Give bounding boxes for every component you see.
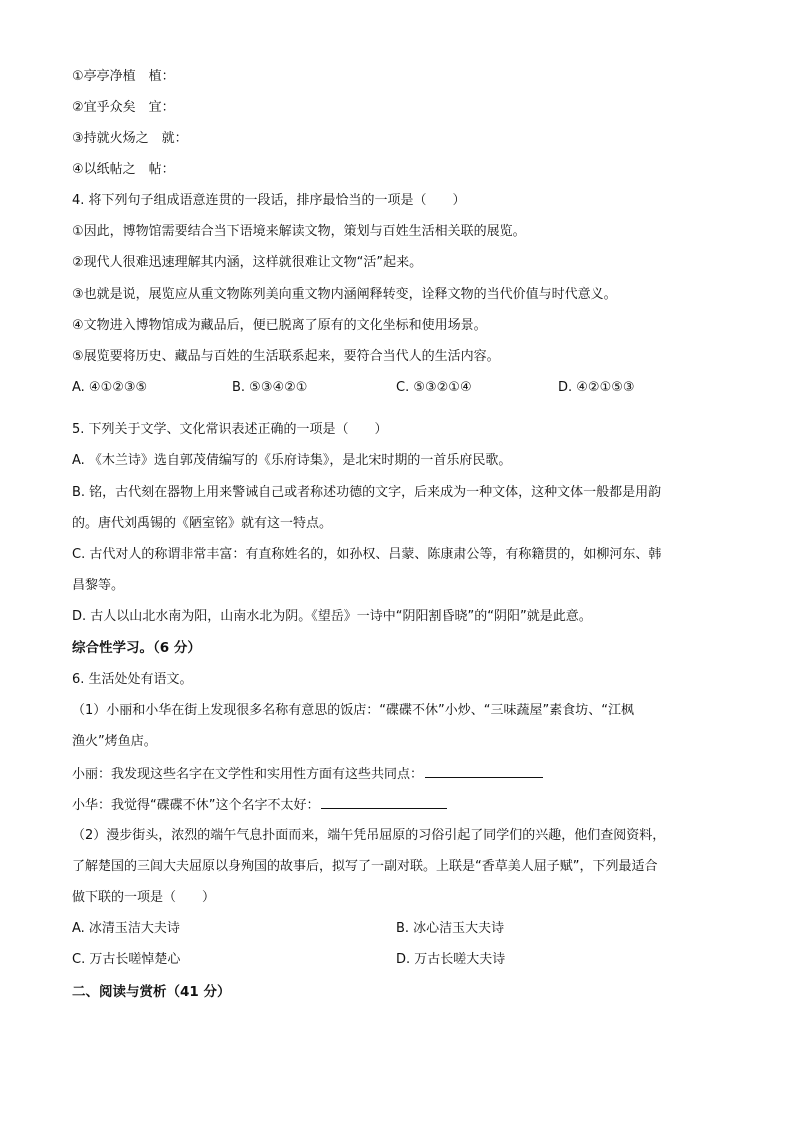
q6-part2-line2: 了解楚国的三闾大夫屈原以身殉国的故事后，拟写了一副对联。上联是“香草美人屈子赋”，下列最适合 <box>72 859 658 874</box>
section-comprehensive-heading: 综合性学习。（6 分） <box>72 640 201 656</box>
q6-option-c: C. 万古长嗟悼楚心 <box>72 952 181 967</box>
q6-part2-line3: 做下联的一项是（ ） <box>72 890 216 905</box>
answer-blank-xiaohua[interactable] <box>321 795 447 809</box>
vocab-item-2: ②宜乎众矣 宜： <box>72 100 175 115</box>
q4-sentence-5: ⑤展览要将历史、藏品与百姓的生活联系起来，要符合当代人的生活内容。 <box>72 349 500 364</box>
q5-option-b-line2: 的。唐代刘禹锡的《陋室铭》就有这一特点。 <box>72 516 333 531</box>
q5-stem: 5. 下列关于文学、文化常识表述正确的一项是（ ） <box>72 422 388 437</box>
vocab-item-4: ④以纸帖之 帖： <box>72 162 175 177</box>
vocab-item-3: ③持就火炀之 就： <box>72 131 188 146</box>
q6-xiaohua-line <box>72 795 447 815</box>
q5-option-b-line1: B. 铭，古代刻在器物上用来警诫自己或者称述功德的文字，后来成为一种文体，这种文体一般都是用韵 <box>72 485 662 500</box>
q4-option-d: D. ④②①⑤③ <box>558 380 635 395</box>
q5-option-c-line1: C. 古代对人的称谓非常丰富：有直称姓名的，如孙权、吕蒙、陈康肃公等，有称籍贯的，如柳河东、韩 <box>72 547 662 562</box>
q4-option-c: C. ⑤③②①④ <box>396 380 472 395</box>
q6-option-a: A. 冰清玉洁大夫诗 <box>72 921 180 936</box>
q4-sentence-2: ②现代人很难迅速理解其内涵，这样就很难让文物“活”起来。 <box>72 255 423 270</box>
q4-sentence-4: ④文物进入博物馆成为藏品后，便已脱离了原有的文化坐标和使用场景。 <box>72 318 487 333</box>
q6-xiaoli-text: 小丽：我发现这些名字在文学性和实用性方面有这些共同点： <box>72 767 424 782</box>
section-reading-heading: 二、阅读与赏析（41 分） <box>72 984 231 1000</box>
q5-option-d: D. 古人以山北水南为阳，山南水北为阴。《望岳》一诗中“阴阳割昏晓”的“阴阳”就是此意。 <box>72 609 592 624</box>
q6-part2-line1: （2）漫步街头，浓烈的端午气息扑面而来，端午凭吊屈原的习俗引起了同学们的兴趣，他们查阅资料， <box>72 828 666 843</box>
q6-part1-line2: 渔火”烤鱼店。 <box>72 734 157 749</box>
q4-sentence-1: ①因此，博物馆需要结合当下语境来解读文物，策划与百姓生活相关联的展览。 <box>72 224 526 239</box>
vocab-item-1: ①亭亭净植 植： <box>72 69 175 84</box>
q4-option-a: A. ④①②③⑤ <box>72 380 148 395</box>
q5-option-a: A. 《木兰诗》选自郭茂倩编写的《乐府诗集》，是北宋时期的一首乐府民歌。 <box>72 453 512 468</box>
answer-blank-xiaoli[interactable] <box>425 764 543 778</box>
q5-option-c-line2: 昌黎等。 <box>72 578 125 593</box>
q6-part1-line1: （1）小丽和小华在街上发现很多名称有意思的饭店：“碟碟不休”小炒、“三味蔬屋”素食坊、“江枫 <box>72 703 634 718</box>
q6-stem: 6. 生活处处有语文。 <box>72 672 193 687</box>
q6-option-d: D. 万古长嗟大夫诗 <box>396 952 506 967</box>
q4-option-b: B. ⑤③④②① <box>232 380 308 395</box>
q4-stem: 4. 将下列句子组成语意连贯的一段话，排序最恰当的一项是（ ） <box>72 193 466 208</box>
q6-xiaohua-text: 小华：我觉得“碟碟不休”这个名字不太好： <box>72 798 320 813</box>
q4-sentence-3: ③也就是说，展览应从重文物陈列美向重文物内涵阐释转变，诠释文物的当代价值与时代意义。 <box>72 287 617 302</box>
q6-option-b: B. 冰心洁玉大夫诗 <box>396 921 505 936</box>
q6-xiaoli-line <box>72 764 543 784</box>
